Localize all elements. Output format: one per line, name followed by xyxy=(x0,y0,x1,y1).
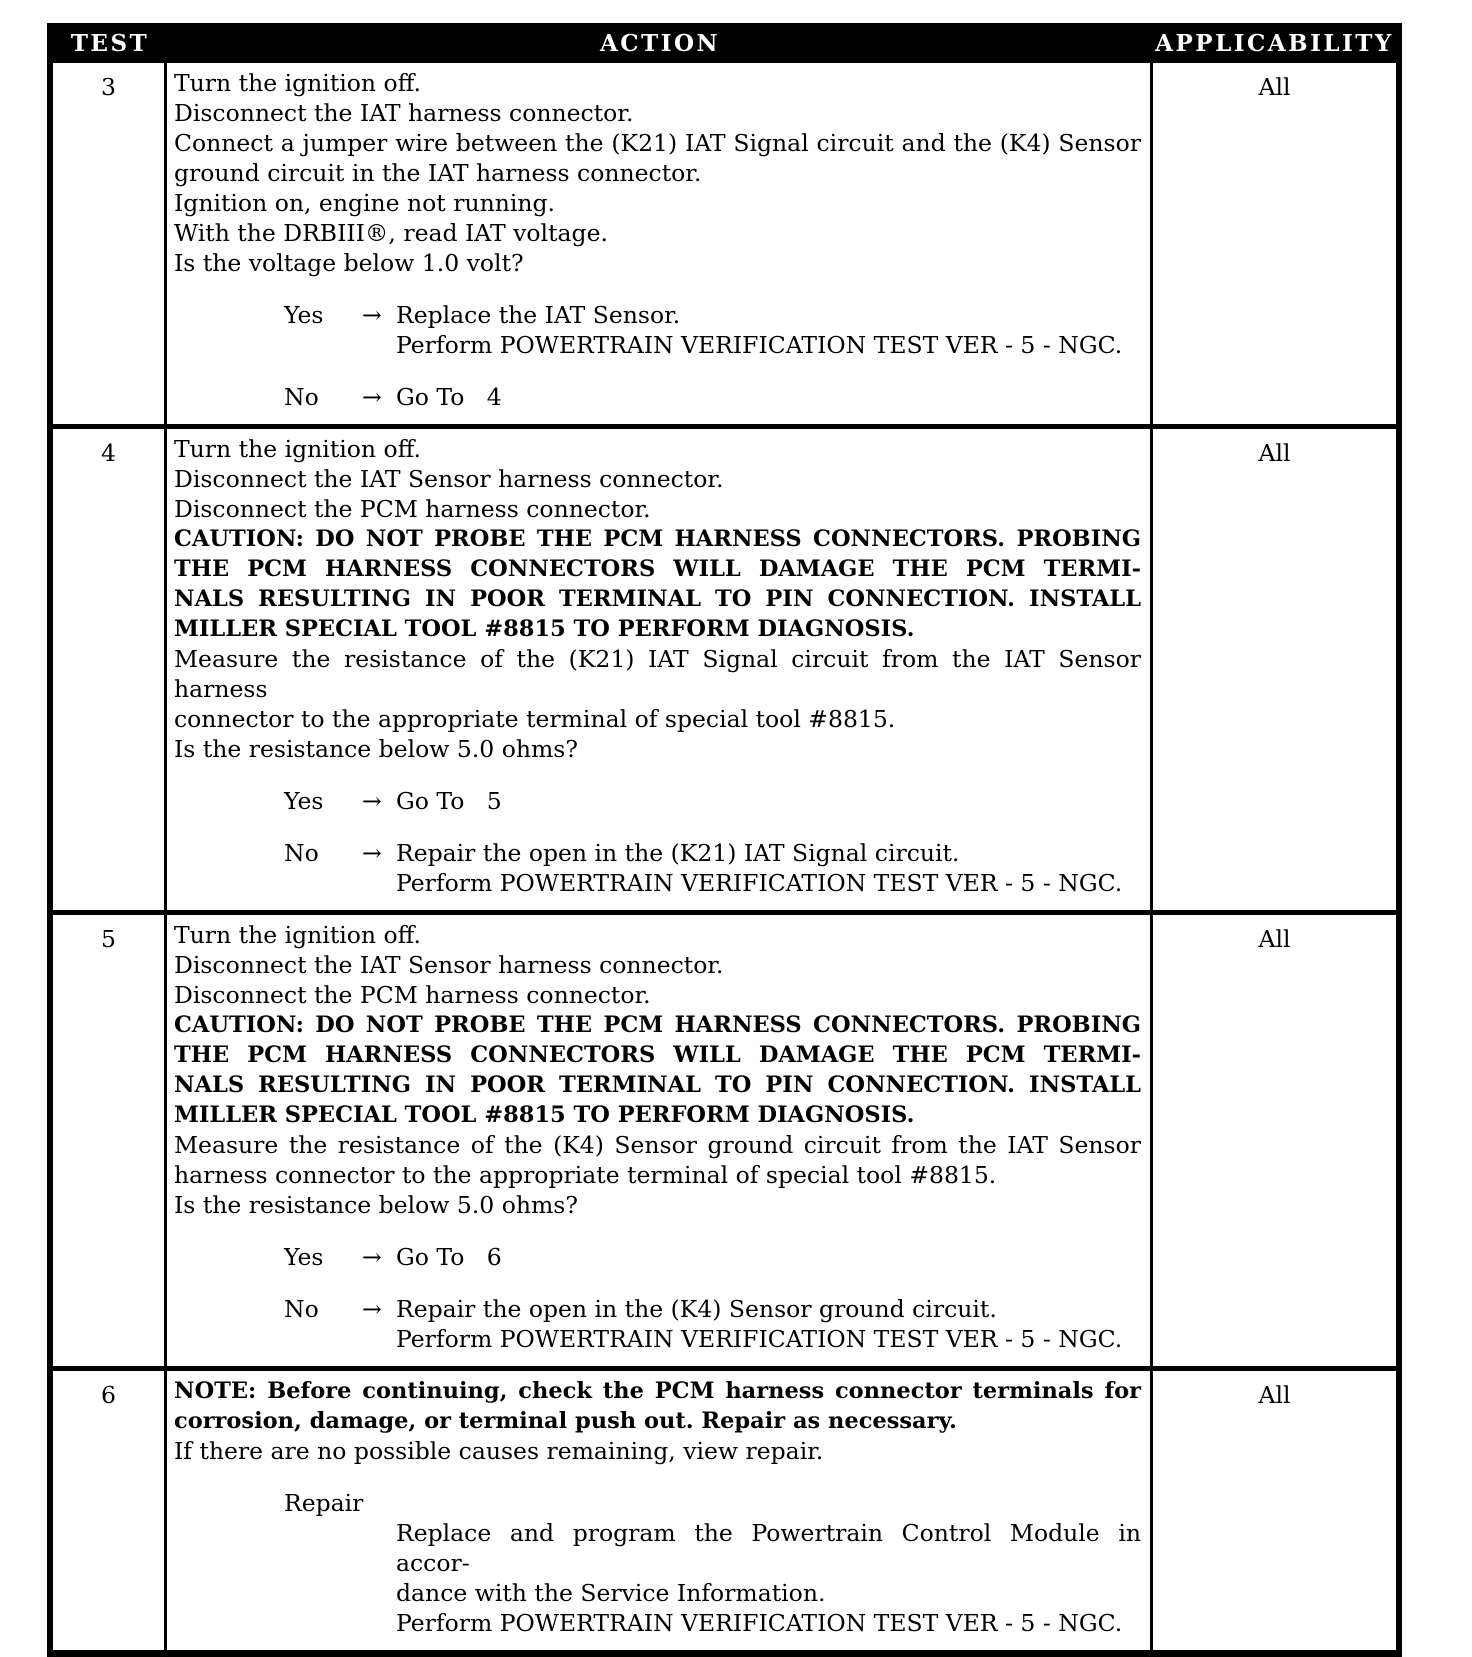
test-number: 5 xyxy=(53,915,167,1366)
action-line: CAUTION: DO NOT PROBE THE PCM HARNESS CONNECTORS. PROBING xyxy=(174,1012,1141,1038)
action-line: Disconnect the IAT harness connector. xyxy=(174,99,634,127)
action-cell xyxy=(167,915,1153,1366)
action-cell xyxy=(167,63,1153,424)
decision-yes xyxy=(174,1242,1141,1272)
header-cell-test xyxy=(53,30,167,57)
decision-label: No xyxy=(284,1295,319,1323)
decision-label: Yes xyxy=(284,1243,324,1271)
action-paragraph xyxy=(174,248,1141,278)
action-paragraph xyxy=(174,128,1141,188)
applicability-value: All xyxy=(1258,73,1291,101)
caution-paragraph xyxy=(174,1376,1141,1436)
test-number: 4 xyxy=(53,429,167,910)
action-line: Disconnect the IAT Sensor harness connector. xyxy=(174,465,724,493)
action-cell xyxy=(167,429,1153,910)
decision-head xyxy=(174,1294,1141,1324)
decision-head xyxy=(174,382,1141,412)
action-line: ground circuit in the IAT harness connector. xyxy=(174,159,702,187)
table-header-row xyxy=(53,23,1396,63)
arrow-right-icon: → xyxy=(362,1243,382,1271)
action-line: Is the resistance below 5.0 ohms? xyxy=(174,735,578,763)
decision-head xyxy=(174,1488,1141,1518)
decision-label: No xyxy=(284,383,319,411)
decision-no xyxy=(174,838,1141,898)
action-paragraph xyxy=(174,920,1141,950)
test-row xyxy=(53,915,1396,1371)
decision-result-line: Repair the open in the (K21) IAT Signal circuit. xyxy=(396,839,960,867)
action-line: Measure the resistance of the (K21) IAT Signal circuit from the IAT Sensor harness xyxy=(174,645,1141,703)
caution-paragraph xyxy=(174,524,1141,644)
action-paragraph xyxy=(174,434,1141,464)
action-line: THE PCM HARNESS CONNECTORS WILL DAMAGE THE PCM TERMI- xyxy=(174,556,1141,582)
action-line: If there are no possible causes remaining, view repair. xyxy=(174,1437,824,1465)
action-paragraph xyxy=(174,980,1141,1010)
action-line: Turn the ignition off. xyxy=(174,921,422,949)
decision-label: Yes xyxy=(284,301,324,329)
test-row xyxy=(53,63,1396,429)
action-paragraph xyxy=(174,950,1141,980)
decision-label: No xyxy=(284,839,319,867)
decision-result-line: Repair the open in the (K4) Sensor ground circuit. xyxy=(396,1295,997,1323)
applicability-value: All xyxy=(1258,439,1291,467)
action-line: With the DRBIII®, read IAT voltage. xyxy=(174,219,608,247)
applicability-value: All xyxy=(1258,925,1291,953)
test-row xyxy=(53,1371,1396,1650)
decision-no xyxy=(174,1294,1141,1354)
action-line: Turn the ignition off. xyxy=(174,435,422,463)
decision-result-line: Replace and program the Powertrain Control Module in accor- xyxy=(396,1519,1141,1577)
action-line: CAUTION: DO NOT PROBE THE PCM HARNESS CONNECTORS. PROBING xyxy=(174,526,1141,552)
action-line: Measure the resistance of the (K4) Sensor ground circuit from the IAT Sensor xyxy=(174,1131,1141,1159)
decision-result-line: Perform POWERTRAIN VERIFICATION TEST VER - 5 - NGC. xyxy=(396,1325,1123,1353)
action-cell xyxy=(167,1371,1153,1650)
action-paragraph xyxy=(174,494,1141,524)
action-line: NOTE: Before continuing, check the PCM harness connector terminals for xyxy=(174,1378,1141,1404)
action-line: MILLER SPECIAL TOOL #8815 TO PERFORM DIAGNOSIS. xyxy=(174,616,915,642)
action-line: Turn the ignition off. xyxy=(174,69,422,97)
header-label-applicability: APPLICABILITY xyxy=(1155,29,1394,57)
decision-result-line: dance with the Service Information. xyxy=(396,1579,826,1607)
action-paragraph xyxy=(174,188,1141,218)
decision-no xyxy=(174,382,1141,412)
decision-repair xyxy=(174,1488,1141,1638)
action-line: Disconnect the IAT Sensor harness connector. xyxy=(174,951,724,979)
action-paragraph xyxy=(174,1190,1141,1220)
test-number: 6 xyxy=(53,1371,167,1650)
action-line: NALS RESULTING IN POOR TERMINAL TO PIN CONNECTION. INSTALL xyxy=(174,586,1141,612)
arrow-right-icon: → xyxy=(362,1295,382,1323)
action-paragraph xyxy=(174,1130,1141,1190)
decision-head xyxy=(174,300,1141,330)
action-paragraph xyxy=(174,464,1141,494)
header-cell-applicability xyxy=(1153,30,1396,57)
action-line: Connect a jumper wire between the (K21) IAT Signal circuit and the (K4) Sensor xyxy=(174,129,1141,157)
action-paragraph xyxy=(174,218,1141,248)
action-line: Disconnect the PCM harness connector. xyxy=(174,981,651,1009)
action-line: MILLER SPECIAL TOOL #8815 TO PERFORM DIAGNOSIS. xyxy=(174,1102,915,1128)
action-paragraph xyxy=(174,644,1141,734)
action-line: THE PCM HARNESS CONNECTORS WILL DAMAGE THE PCM TERMI- xyxy=(174,1042,1141,1068)
decision-head xyxy=(174,786,1141,816)
decision-result-line: Go To 5 xyxy=(396,787,502,815)
arrow-right-icon: → xyxy=(362,301,382,329)
action-paragraph xyxy=(174,98,1141,128)
decision-result-line: Go To 4 xyxy=(396,383,502,411)
decision-yes xyxy=(174,786,1141,816)
test-number: 3 xyxy=(53,63,167,424)
action-line: Ignition on, engine not running. xyxy=(174,189,556,217)
action-line: corrosion, damage, or terminal push out. Repair as necessary. xyxy=(174,1408,957,1434)
action-line: Is the resistance below 5.0 ohms? xyxy=(174,1191,578,1219)
decision-label: Repair xyxy=(284,1489,364,1517)
arrow-right-icon: → xyxy=(362,787,382,815)
action-paragraph xyxy=(174,1436,1141,1466)
header-label-action: ACTION xyxy=(599,29,721,57)
decision-result-line: Perform POWERTRAIN VERIFICATION TEST VER - 5 - NGC. xyxy=(396,1609,1123,1637)
caution-paragraph xyxy=(174,1010,1141,1130)
action-line: harness connector to the appropriate terminal of special tool #8815. xyxy=(174,1161,997,1189)
action-line: Is the voltage below 1.0 volt? xyxy=(174,249,524,277)
test-row xyxy=(53,429,1396,915)
applicability-value: All xyxy=(1258,1381,1291,1409)
decision-head xyxy=(174,838,1141,868)
decision-result-line: Perform POWERTRAIN VERIFICATION TEST VER - 5 - NGC. xyxy=(396,869,1123,897)
decision-result-line: Go To 6 xyxy=(396,1243,502,1271)
action-paragraph xyxy=(174,68,1141,98)
arrow-right-icon: → xyxy=(362,383,382,411)
decision-result-line: Perform POWERTRAIN VERIFICATION TEST VER - 5 - NGC. xyxy=(396,331,1123,359)
action-line: connector to the appropriate terminal of special tool #8815. xyxy=(174,705,896,733)
decision-yes xyxy=(174,300,1141,360)
decision-label: Yes xyxy=(284,787,324,815)
diagnostic-test-table xyxy=(47,23,1402,1657)
header-cell-action xyxy=(167,30,1153,57)
arrow-right-icon: → xyxy=(362,839,382,867)
decision-head xyxy=(174,1242,1141,1272)
action-paragraph xyxy=(174,734,1141,764)
header-label-test: TEST xyxy=(70,29,150,57)
action-line: NALS RESULTING IN POOR TERMINAL TO PIN CONNECTION. INSTALL xyxy=(174,1072,1141,1098)
table-rows xyxy=(53,63,1396,1650)
action-line: Disconnect the PCM harness connector. xyxy=(174,495,651,523)
decision-result-line: Replace the IAT Sensor. xyxy=(396,301,681,329)
